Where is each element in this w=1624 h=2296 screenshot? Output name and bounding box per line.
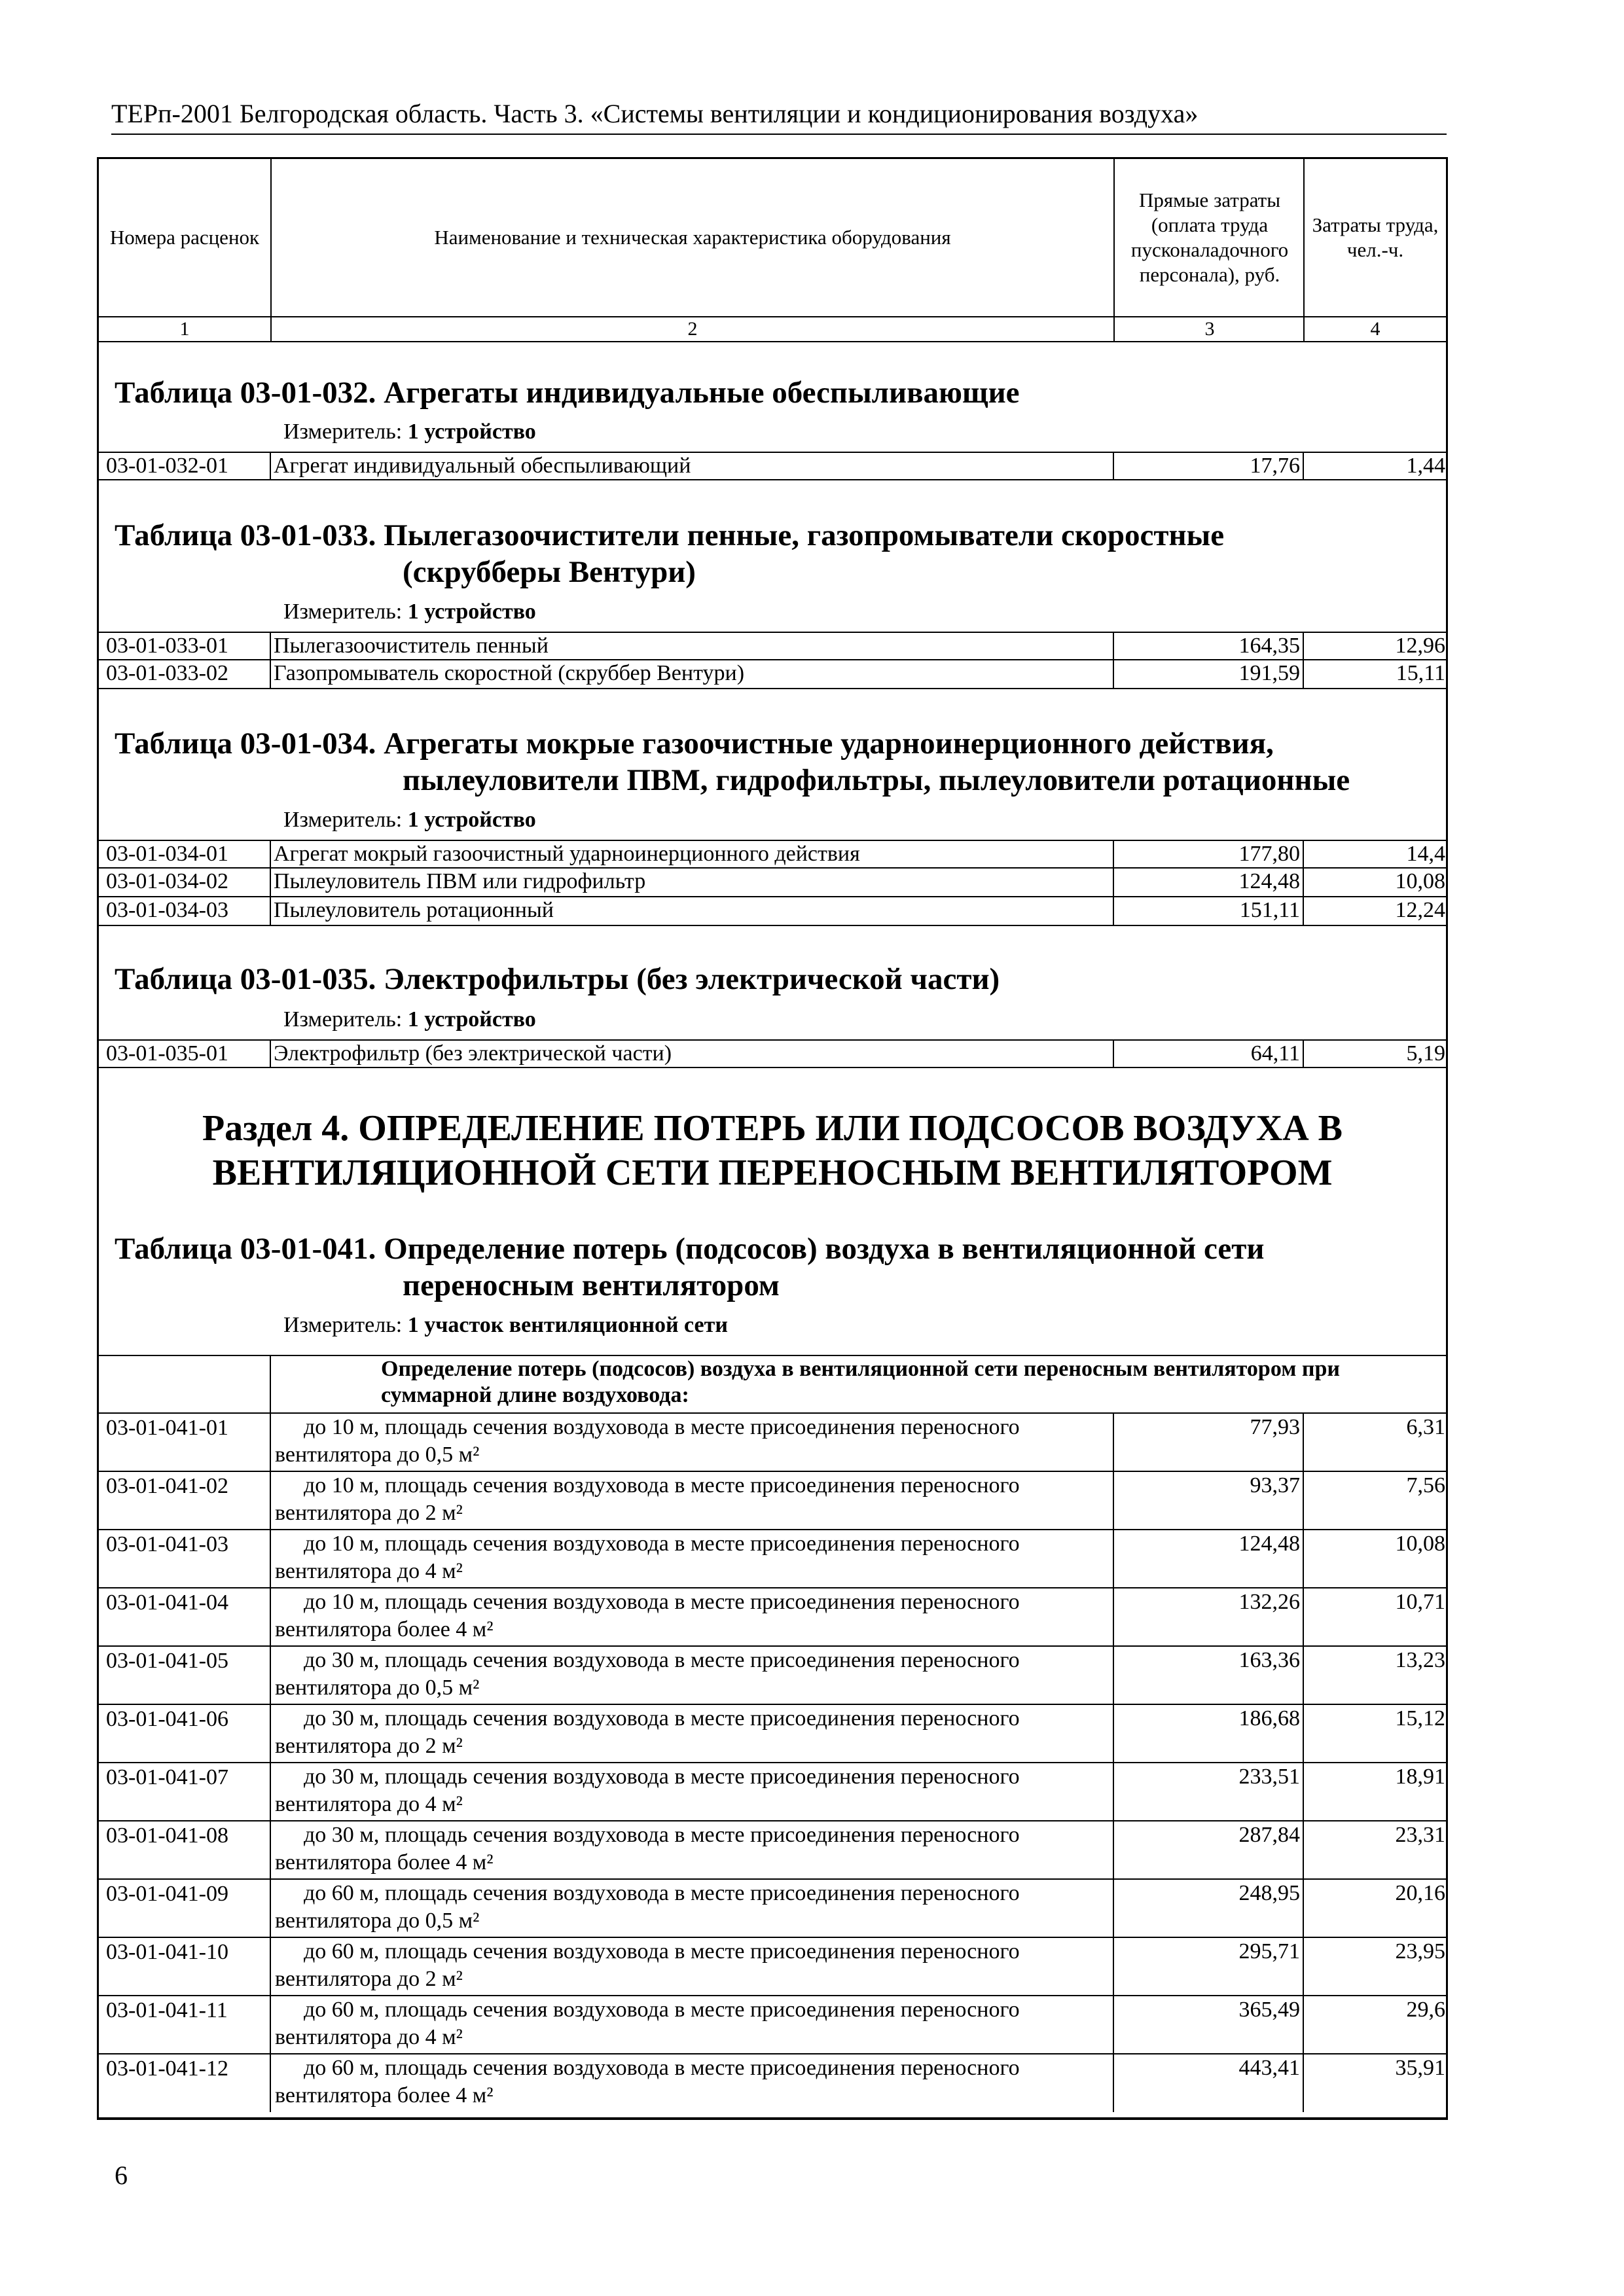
row-name: Пылеуловитель ротационный xyxy=(270,897,554,925)
row-cost: 124,48 xyxy=(1113,869,1303,896)
row-name-line: до 30 м, площадь сечения воздуховода в месте присоединения переносного xyxy=(304,1648,1020,1672)
table-row xyxy=(97,2053,1448,2111)
row-name-line: вентилятора до 0,5 м² xyxy=(275,1676,480,1700)
row-name: Пылегазоочиститель пенный xyxy=(270,633,549,659)
row-code: 03-01-041-07 xyxy=(106,1765,228,1789)
table-row xyxy=(97,452,1448,480)
measure-value: 1 устройство xyxy=(407,808,536,832)
row-name-line: вентилятора до 0,5 м² xyxy=(275,1443,480,1467)
row-cost: 248,95 xyxy=(1113,1880,1303,1937)
row-name-line: вентилятора до 2 м² xyxy=(275,1501,463,1525)
row-name xyxy=(270,1880,1113,1937)
section-title-line: Раздел 4. ОПРЕДЕЛЕНИЕ ПОТЕРЬ ИЛИ ПОДСОСОВ ВОЗДУХА В xyxy=(202,1108,1343,1149)
row-code: 03-01-034-01 xyxy=(106,842,228,866)
row-name-line: до 10 м, площадь сечения воздуховода в месте присоединения переносного xyxy=(304,1590,1020,1614)
row-name xyxy=(270,2054,1113,2112)
table-title-line: пылеуловители ПВМ, гидрофильтры, пылеуловители ротационные xyxy=(403,763,1350,797)
row-name-line: до 30 м, площадь сечения воздуховода в месте присоединения переносного xyxy=(304,1765,1020,1789)
row-cost: 151,11 xyxy=(1113,897,1303,925)
measure-label: Измеритель: xyxy=(283,808,403,832)
table-row xyxy=(97,869,1448,897)
row-labor: 23,31 xyxy=(1303,1821,1448,1879)
row-code: 03-01-033-01 xyxy=(106,634,228,658)
row-labor: 15,11 xyxy=(1303,660,1448,688)
subhead-row xyxy=(97,1355,1448,1412)
row-name xyxy=(270,1647,1113,1704)
measure-label: Измеритель: xyxy=(283,1007,403,1031)
row-code: 03-01-033-02 xyxy=(106,661,228,685)
row-code: 03-01-034-02 xyxy=(106,869,228,893)
table-row xyxy=(97,840,1448,869)
row-code: 03-01-035-01 xyxy=(106,1041,228,1066)
row-name-line: до 30 м, площадь сечения воздуховода в месте присоединения переносного xyxy=(304,1823,1020,1847)
measure-032 xyxy=(283,419,536,445)
page-number: 6 xyxy=(115,2161,128,2190)
row-cost: 443,41 xyxy=(1113,2054,1303,2112)
row-labor: 12,96 xyxy=(1303,633,1448,659)
row-name-line: до 10 м, площадь сечения воздуховода в месте присоединения переносного xyxy=(304,1415,1020,1439)
table-title-line: Таблица 03-01-032. Агрегаты индивидуальные обеспыливающие xyxy=(115,376,1020,410)
row-cost: 164,35 xyxy=(1113,633,1303,659)
row-labor: 5,19 xyxy=(1303,1041,1448,1067)
measure-label: Измеритель: xyxy=(283,1313,403,1337)
table-row xyxy=(97,1645,1448,1703)
table-row xyxy=(97,1412,1448,1470)
row-code: 03-01-041-08 xyxy=(106,1823,228,1848)
row-name: Газопромыватель скоростной (скруббер Вентури) xyxy=(270,660,744,688)
section-title xyxy=(97,1106,1448,1195)
measure-value: 1 устройство xyxy=(407,600,536,624)
column-number: 4 xyxy=(1370,318,1380,340)
row-cost: 17,76 xyxy=(1113,453,1303,479)
row-code: 03-01-041-01 xyxy=(106,1416,228,1440)
row-name-line: до 60 м, площадь сечения воздуховода в месте присоединения переносного xyxy=(304,1939,1020,1964)
row-code: 03-01-032-01 xyxy=(106,454,228,478)
row-name: Агрегат мокрый газоочистный ударноинерционного действия xyxy=(270,841,860,867)
row-name-line: вентилятора более 4 м² xyxy=(275,2083,494,2108)
row-cost: 77,93 xyxy=(1113,1414,1303,1471)
row-name xyxy=(270,1763,1113,1821)
row-cost: 365,49 xyxy=(1113,1996,1303,2054)
row-name: Электрофильтр (без электрической части) xyxy=(270,1041,672,1067)
row-name-line: вентилятора до 0,5 м² xyxy=(275,1909,480,1933)
measure-value: 1 участок вентиляционной сети xyxy=(407,1313,728,1337)
row-name-line: до 60 м, площадь сечения воздуховода в месте присоединения переносного xyxy=(304,1998,1020,2022)
row-cost: 191,59 xyxy=(1113,660,1303,688)
row-labor: 18,91 xyxy=(1303,1763,1448,1821)
measure-label: Измеритель: xyxy=(283,600,403,624)
page-header: ТЕРп-2001 Белгородская область. Часть 3. «Системы вентиляции и кондиционирования воздуха» xyxy=(111,97,1447,135)
measure-033 xyxy=(283,599,536,625)
table-row xyxy=(97,1704,1448,1761)
table-row xyxy=(97,1587,1448,1645)
measure-value: 1 устройство xyxy=(407,1007,536,1031)
column-number: 3 xyxy=(1204,318,1215,340)
measure-034 xyxy=(283,807,536,833)
row-code: 03-01-034-03 xyxy=(106,898,228,922)
table-title-line: Таблица 03-01-035. Электрофильтры (без электрической части) xyxy=(115,962,1000,996)
row-code: 03-01-041-06 xyxy=(106,1707,228,1731)
row-name-line: вентилятора до 4 м² xyxy=(275,1792,463,1816)
table-row xyxy=(97,1039,1448,1068)
row-name: Пылеуловитель ПВМ или гидрофильтр xyxy=(270,869,645,896)
row-labor: 14,4 xyxy=(1303,841,1448,867)
table-row xyxy=(97,1529,1448,1587)
column-header-cost: Прямые затраты (оплата труда пусконаладочного персонала), руб. xyxy=(1130,188,1289,286)
row-cost: 93,37 xyxy=(1113,1472,1303,1530)
row-name-line: до 60 м, площадь сечения воздуховода в месте присоединения переносного xyxy=(304,2056,1020,2080)
row-cost: 287,84 xyxy=(1113,1821,1303,1879)
row-cost: 64,11 xyxy=(1113,1041,1303,1067)
row-name-line: вентилятора до 2 м² xyxy=(275,1734,463,1758)
column-header-codes: Номера расценок xyxy=(109,226,260,249)
row-cost: 163,36 xyxy=(1113,1647,1303,1704)
row-code: 03-01-041-05 xyxy=(106,1649,228,1673)
row-name xyxy=(270,1588,1113,1646)
column-numbers-row xyxy=(99,316,1446,342)
section-title-line: ВЕНТИЛЯЦИОННОЙ СЕТИ ПЕРЕНОСНЫМ ВЕНТИЛЯТОРОМ xyxy=(212,1153,1333,1193)
table-row xyxy=(97,897,1448,926)
row-cost: 177,80 xyxy=(1113,841,1303,867)
row-name xyxy=(270,1705,1113,1763)
table-bottom-border xyxy=(97,2118,1448,2120)
table-title-035 xyxy=(115,961,1000,997)
row-cost: 233,51 xyxy=(1113,1763,1303,1821)
table-title-line: (скрубберы Вентури) xyxy=(403,555,696,589)
row-name-line: до 10 м, площадь сечения воздуховода в месте присоединения переносного xyxy=(304,1532,1020,1556)
row-labor: 10,08 xyxy=(1303,1530,1448,1588)
table-title-line: Таблица 03-01-041. Определение потерь (подсосов) воздуха в вентиляционной сети xyxy=(115,1232,1265,1266)
row-code: 03-01-041-04 xyxy=(106,1590,228,1615)
row-name xyxy=(270,1414,1113,1471)
row-code: 03-01-041-02 xyxy=(106,1474,228,1498)
table-row xyxy=(97,1937,1448,1994)
row-cost: 295,71 xyxy=(1113,1938,1303,1996)
row-code: 03-01-041-11 xyxy=(106,1998,228,2022)
row-name-line: до 30 м, площадь сечения воздуховода в месте присоединения переносного xyxy=(304,1706,1020,1731)
row-name-line: вентилятора до 4 м² xyxy=(275,2025,463,2049)
table-row xyxy=(97,632,1448,660)
table-title-034 xyxy=(115,725,1350,798)
table-title-032 xyxy=(115,374,1020,411)
row-labor: 1,44 xyxy=(1303,453,1448,479)
measure-035 xyxy=(283,1007,536,1033)
subhead-text: Определение потерь (подсосов) воздуха в вентиляционной сети переносным вентилятором при суммарной длине воздуховода: xyxy=(270,1356,1435,1414)
row-code: 03-01-041-12 xyxy=(106,2056,228,2081)
table-row xyxy=(97,1878,1448,1936)
row-name-line: до 60 м, площадь сечения воздуховода в месте присоединения переносного xyxy=(304,1881,1020,1905)
row-name xyxy=(270,1821,1113,1879)
table-row xyxy=(97,1820,1448,1878)
row-labor: 12,24 xyxy=(1303,897,1448,925)
measure-041 xyxy=(283,1312,728,1338)
table-title-line: Таблица 03-01-034. Агрегаты мокрые газоочистные ударноинерционного действия, xyxy=(115,726,1274,761)
column-header-labor: Затраты труда, чел.-ч. xyxy=(1312,213,1439,261)
row-cost: 132,26 xyxy=(1113,1588,1303,1646)
column-header-name: Наименование и техническая характеристика оборудования xyxy=(434,226,951,249)
table-title-line: Таблица 03-01-033. Пылегазоочистители пенные, газопромыватели скоростные xyxy=(115,518,1225,552)
row-labor: 10,71 xyxy=(1303,1588,1448,1646)
table-row xyxy=(97,1471,1448,1528)
row-name xyxy=(270,1472,1113,1530)
row-name-line: вентилятора более 4 м² xyxy=(275,1617,494,1641)
measure-label: Измеритель: xyxy=(283,420,403,444)
row-cost: 186,68 xyxy=(1113,1705,1303,1763)
table-row xyxy=(97,1995,1448,2053)
column-number: 1 xyxy=(179,318,190,340)
table-row xyxy=(97,1762,1448,1820)
row-labor: 10,08 xyxy=(1303,869,1448,896)
row-name-line: вентилятора до 2 м² xyxy=(275,1967,463,1991)
row-name-line: вентилятора более 4 м² xyxy=(275,1850,494,1874)
row-labor: 23,95 xyxy=(1303,1938,1448,1996)
table-title-041 xyxy=(115,1230,1264,1304)
row-code: 03-01-041-10 xyxy=(106,1940,228,1964)
table-title-line: переносным вентилятором xyxy=(403,1268,780,1302)
row-labor: 35,91 xyxy=(1303,2054,1448,2112)
row-labor: 15,12 xyxy=(1303,1705,1448,1763)
row-labor: 13,23 xyxy=(1303,1647,1448,1704)
row-name xyxy=(270,1938,1113,1996)
row-labor: 29,6 xyxy=(1303,1996,1448,2054)
row-code: 03-01-041-09 xyxy=(106,1882,228,1906)
row-name: Агрегат индивидуальный обеспыливающий xyxy=(270,453,691,479)
row-name-line: до 10 м, площадь сечения воздуховода в месте присоединения переносного xyxy=(304,1473,1020,1498)
measure-value: 1 устройство xyxy=(407,420,536,444)
row-cost: 124,48 xyxy=(1113,1530,1303,1588)
column-number: 2 xyxy=(687,318,698,340)
row-code: 03-01-041-03 xyxy=(106,1532,228,1556)
table-title-033 xyxy=(115,517,1224,590)
row-name xyxy=(270,1996,1113,2054)
row-labor: 7,56 xyxy=(1303,1472,1448,1530)
row-labor: 20,16 xyxy=(1303,1880,1448,1937)
row-labor: 6,31 xyxy=(1303,1414,1448,1471)
row-name xyxy=(270,1530,1113,1588)
table-row xyxy=(97,660,1448,689)
row-name-line: вентилятора до 4 м² xyxy=(275,1559,463,1583)
